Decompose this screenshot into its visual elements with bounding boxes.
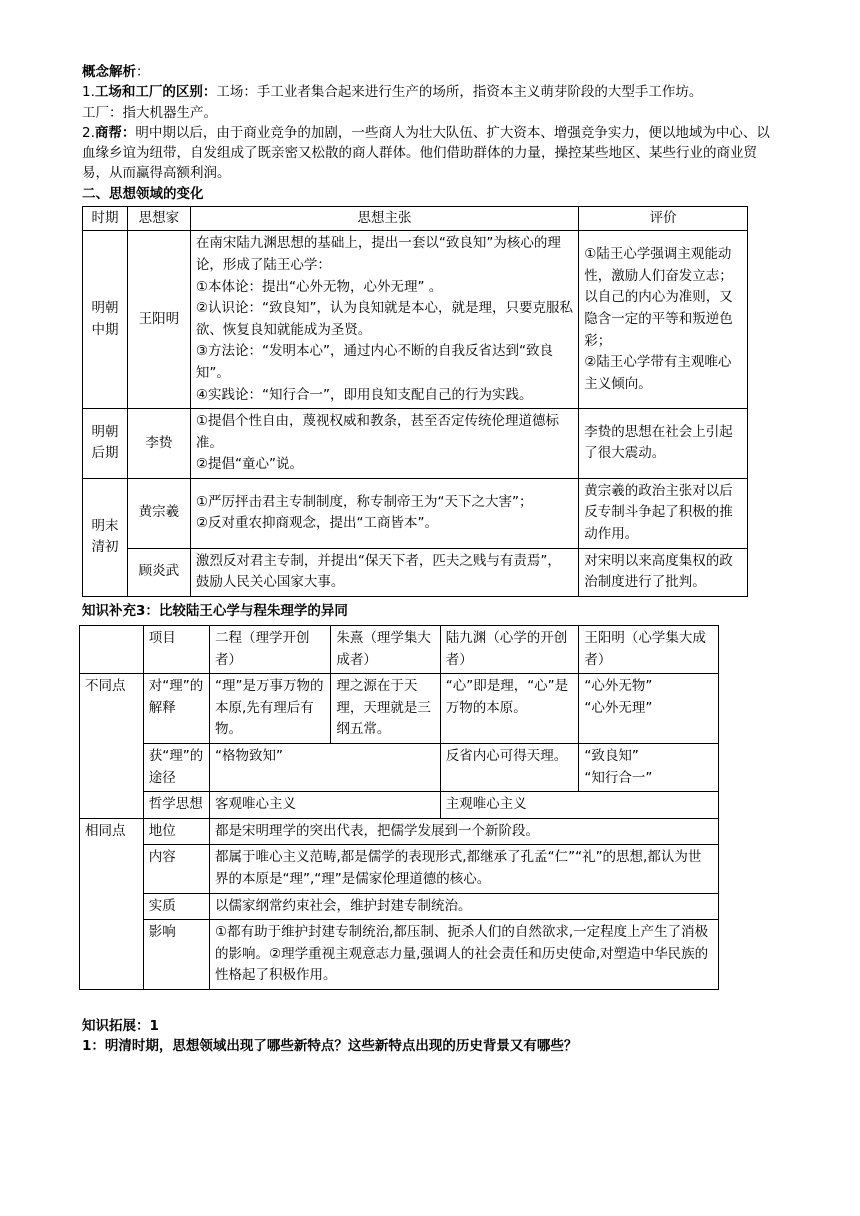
document-page (82, 62, 782, 1057)
table-row (80, 920, 719, 990)
zhu-cell: 理之源在于天理，天理就是三纲五常。 (331, 674, 440, 744)
concept-item-1-factory: 工厂：指大机器生产。 (82, 104, 217, 121)
header-item: 项目 (143, 626, 209, 674)
thought-table-header (83, 206, 748, 231)
item-cell: 地位 (143, 818, 209, 845)
thinker-cell: 顾炎武 (127, 548, 190, 596)
header-period: 时期 (83, 206, 128, 231)
compare-table (79, 625, 719, 990)
period-cell: 明朝后期 (83, 409, 128, 479)
lu-cell: “心”即是理，“心”是万物的本原。 (440, 674, 579, 744)
concept-item-2: 2.商帮：明中期以后，由于商业竞争的加剧，一些商人为壮大队伍、扩大资本、增强竞争实力，便以地域为中心、以血缘乡谊为纽带，自发组成了既亲密又松散的商人群体。他们借助群体的力量，操控某些地区、某些行业的商业贸易，从而赢得高额利润。 (82, 124, 770, 182)
wang-cell: “心外无物” “心外无理” (579, 674, 719, 744)
table-row (83, 231, 748, 409)
cheng-cell: “理”是万事万物的本原,先有理后有物。 (210, 674, 331, 744)
header-claims: 思想主张 (190, 206, 578, 231)
table-row (83, 548, 748, 596)
concepts-heading: 概念解析： (82, 64, 150, 80)
item-cell: 影响 (143, 920, 209, 990)
luwang-cell: 主观唯心主义 (440, 792, 718, 819)
thought-table (82, 206, 748, 597)
table-row (80, 845, 719, 893)
thinker-cell: 王阳明 (127, 231, 190, 409)
compare-header-row (80, 626, 719, 674)
item-cell: 实质 (143, 893, 209, 920)
same-text-cell: 以儒家纲常约束社会，维护封建专制统治。 (210, 893, 719, 920)
item-cell: 哲学思想 (143, 792, 209, 819)
item-cell: 对“理”的解释 (143, 674, 209, 744)
table-row (83, 478, 748, 548)
same-label: 相同点 (80, 818, 144, 989)
chengzhu-cell: “格物致知” (210, 744, 441, 792)
header-lu: 陆九渊（心学的开创者） (440, 626, 579, 674)
thinker-cell: 李贽 (127, 409, 190, 479)
header-wang: 王阳明（心学集大成者） (579, 626, 719, 674)
claims-cell: ①提倡个性自由，蔑视权威和教条，甚至否定传统伦理道德标准。 ②提倡“童心”说。 (190, 409, 578, 479)
thinker-cell: 黄宗羲 (127, 478, 190, 548)
evaluation-cell: 黄宗羲的政治主张对以后反专制斗争起了积极的推动作用。 (579, 478, 748, 548)
item-cell: 内容 (143, 845, 209, 893)
same-text-cell: ①都有助于维护封建专制统治,都压制、扼杀人们的自然欲求,一定程度上产生了消极的影响。②理学重视主观意志力量,强调人的社会责任和历史使命,对塑造中华民族的性格起了积极作用。 (210, 920, 719, 990)
claims-cell: 激烈反对君主专制，并提出“保天下者，匹夫之贱与有责焉”，鼓励人民关心国家大事。 (190, 548, 578, 596)
table-row (80, 792, 719, 819)
evaluation-cell: 李贽的思想在社会上引起了很大震动。 (579, 409, 748, 479)
evaluation-cell: 对宋明以来高度集权的政治制度进行了批判。 (579, 548, 748, 596)
header-evaluation: 评价 (579, 206, 748, 231)
header-zhu: 朱熹（理学集大成者） (331, 626, 440, 674)
same-text-cell: 都属于唯心主义范畴,都是儒学的表现形式,都继承了孔孟“仁”“礼”的思想,都认为世界的本原是“理”,“理”是儒家伦理道德的核心。 (210, 845, 719, 893)
table-row (83, 409, 748, 479)
extension-question: 1：明清时期，思想领域出现了哪些新特点？这些新特点出现的历史背景又有哪些？ (82, 1038, 578, 1055)
extension-title: 知识拓展：1 (82, 1018, 159, 1034)
period-cell: 明朝中期 (83, 231, 128, 409)
claims-cell: ①严厉抨击君主专制制度，称专制帝王为“天下之大害”； ②反对重农抑商观念，提出“工商皆本”。 (190, 478, 578, 548)
concept-item-1: 1.工场和工厂的区别：工场：手工业者集合起来进行生产的场所，指资本主义萌芽阶段的大型手工作坊。 (82, 84, 703, 101)
chengzhu-cell: 客观唯心主义 (210, 792, 441, 819)
period-cell: 明末清初 (83, 478, 128, 596)
section-2-title: 二、思想领域的变化 (82, 185, 204, 202)
supplement-title: 知识补充3：比较陆王心学与程朱理学的异同 (82, 602, 348, 619)
diff-label: 不同点 (80, 674, 144, 819)
table-row (80, 744, 719, 792)
wang-cell: “致良知” “知行合一” (579, 744, 719, 792)
claims-cell: 在南宋陆九渊思想的基础上，提出一套以“致良知”为核心的理论，形成了陆王心学： ①本体论：提出“心外无物，心外无理” 。 ②认识论：“致良知”，认为良知就是本心，就是理，只要克服私欲、恢复良知就能成为圣贤。 ③方法论：“发明本心”，通过内心不断的自我反省达到“致良知”。 ④实践论：“知行合一”，即用良知支配自己的行为实践。 (190, 231, 578, 409)
table-row (80, 674, 719, 744)
lu-cell: 反省内心可得天理。 (440, 744, 579, 792)
item-cell: 获“理”的途径 (143, 744, 209, 792)
table-row (80, 893, 719, 920)
header-thinker: 思想家 (127, 206, 190, 231)
evaluation-cell: ①陆王心学强调主观能动性，激励人们奋发立志；以自己的内心为准则，又隐含一定的平等和叛逆色彩； ②陆王心学带有主观唯心主义倾向。 (579, 231, 748, 409)
header-cheng: 二程（理学开创者） (210, 626, 331, 674)
table-row (80, 818, 719, 845)
same-text-cell: 都是宋明理学的突出代表，把儒学发展到一个新阶段。 (210, 818, 719, 845)
